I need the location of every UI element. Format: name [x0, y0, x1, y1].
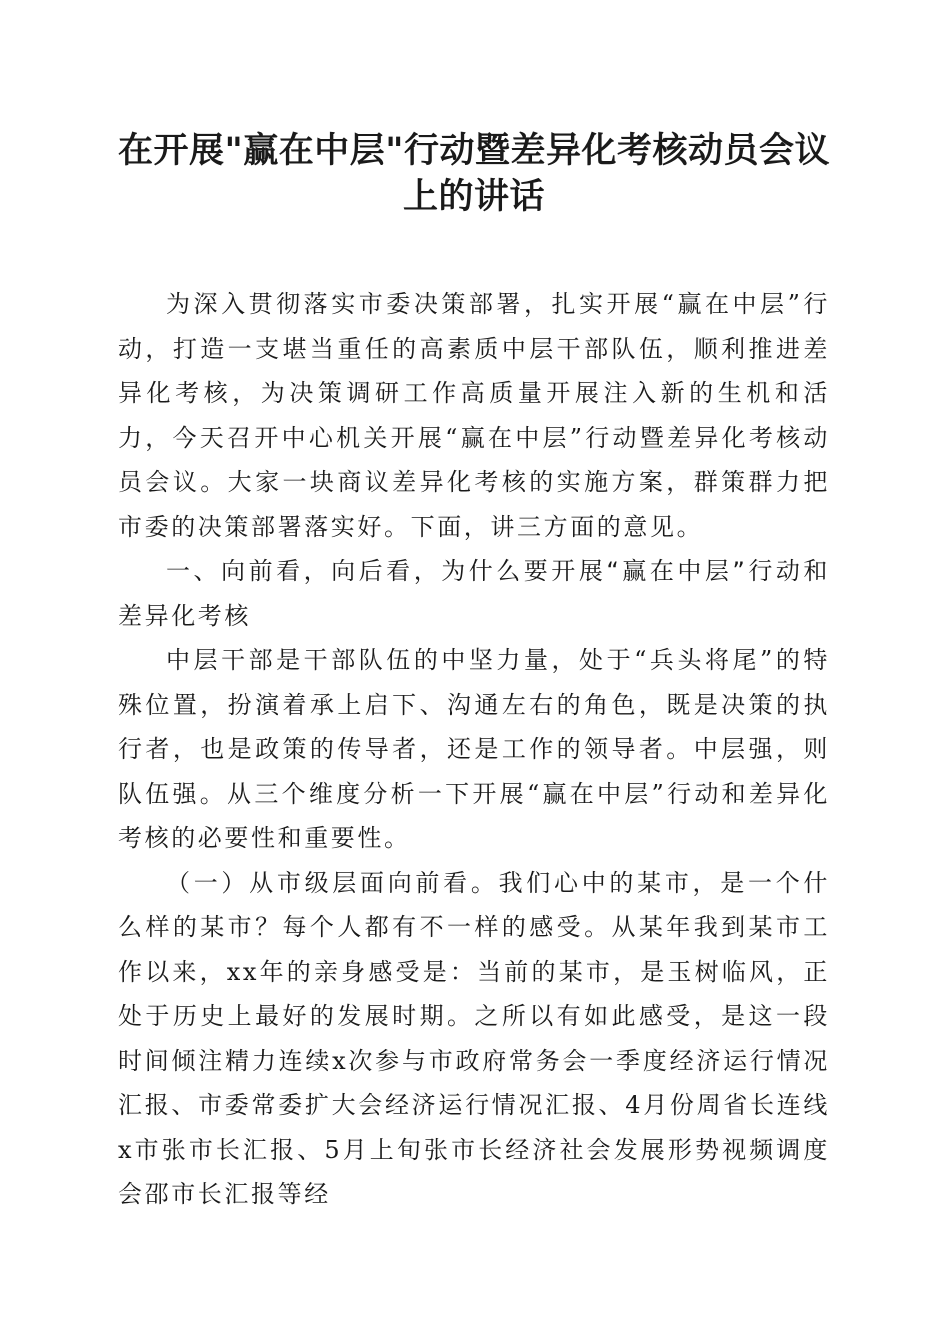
- document-body: [118, 282, 830, 1217]
- paragraph-2: 中层干部是干部队伍的中坚力量，处于“兵头将尾”的特殊位置，扮演着承上启下、沟通左右的角色，既是决策的执行者，也是政策的传导者，还是工作的领导者。中层强，则队伍强。从三个维度分析一下开展“赢在中层”行动和差异化考核的必要性和重要性。: [118, 646, 830, 852]
- paragraph-3: [118, 861, 830, 1217]
- section-heading-1: 一、向前看，向后看，为什么要开展“赢在中层”行动和差异化考核: [118, 557, 830, 630]
- intro-paragraph: 为深入贯彻落实市委决策部署，扎实开展“赢在中层”行动，打造一支堪当重任的高素质中层干部队伍，顺利推进差异化考核，为决策调研工作高质量开展注入新的生机和活力，今天召开中心机关开展“赢在中层”行动暨差异化考核动员会议。大家一块商议差异化考核的实施方案，群策群力把市委的决策部署落实好。下面，讲三方面的意见。: [118, 290, 830, 541]
- document-page: [118, 128, 830, 1217]
- document-title: 在开展"赢在中层"行动暨差异化考核动员会议上的讲话: [118, 130, 830, 217]
- sub-heading-1: （一）从市级层面向前看。: [166, 868, 499, 897]
- paragraph-3-text: 我们心中的某市，是一个什么样的某市？每个人都有不一样的感受。从某年我到某市工作以来，xx年的亲身感受是：当前的某市，是玉树临风，正处于历史上最好的发展时期。之所以有如此感受，是这一段时间倾注精力连续x次参与市政府常务会一季度经济运行情况汇报、市委常委扩大会经济运行情况汇报、4月份周省长连线x市张市长汇报、5月上旬张市长经济社会发展形势视频调度会邵市长汇报等经: [118, 868, 831, 1208]
